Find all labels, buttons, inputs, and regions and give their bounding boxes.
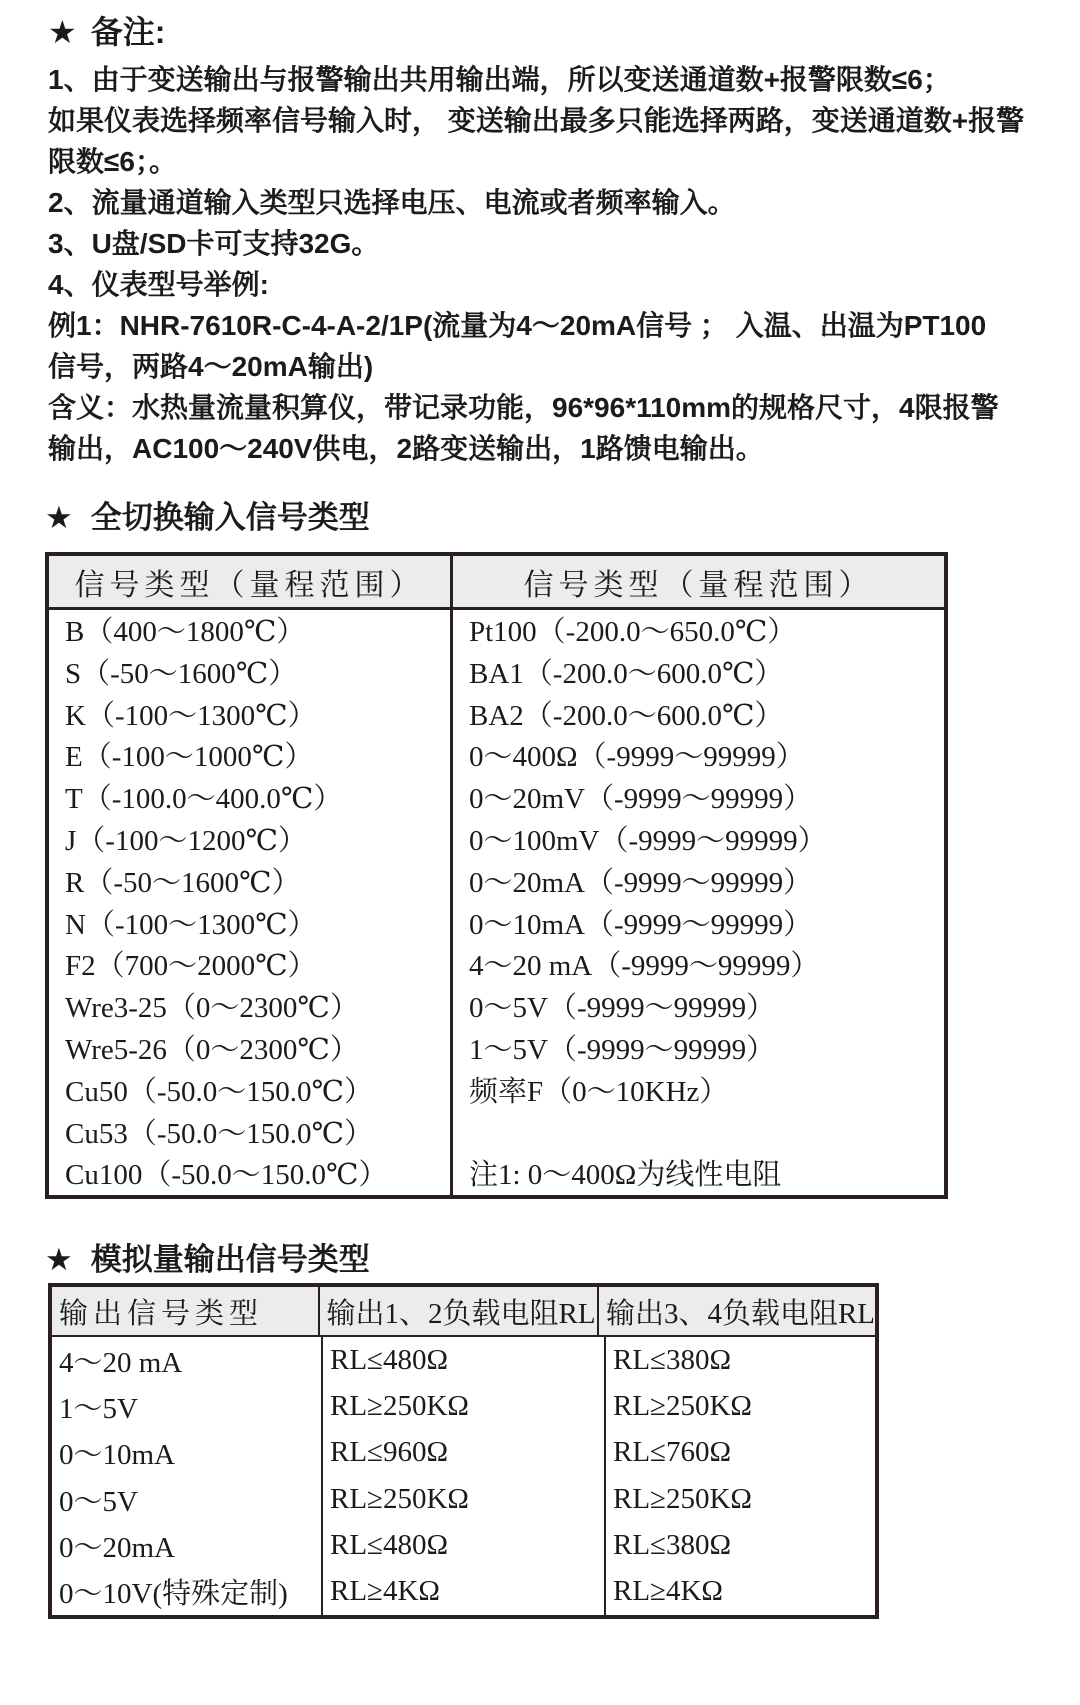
table2-header-rl34: 输出3、4负载电阻RL bbox=[597, 1287, 875, 1335]
input-signal-table bbox=[45, 552, 948, 1199]
table1-header-right: 信号类型（量程范围） bbox=[450, 556, 944, 607]
table-row: F2（700～2000℃） bbox=[65, 950, 317, 983]
table-cell: RL≥250KΩ bbox=[321, 1476, 604, 1522]
table-row: Wre5-26（0～2300℃） bbox=[65, 1033, 359, 1066]
table-row: Wre3-25（0～2300℃） bbox=[65, 992, 359, 1025]
note-line: 输出，AC100～240V供电，2路变送输出，1路馈电输出。 bbox=[48, 433, 764, 464]
table1-left-column bbox=[49, 610, 450, 1195]
table-row: 0～400Ω（-9999～99999） bbox=[469, 741, 805, 774]
table-cell: RL≤480Ω bbox=[321, 1337, 604, 1383]
table-cell: RL≤380Ω bbox=[604, 1522, 875, 1568]
table-row bbox=[52, 1430, 875, 1476]
notes-section bbox=[48, 10, 1060, 469]
table-row: Cu50（-50.0～150.0℃） bbox=[65, 1075, 373, 1108]
table-row bbox=[52, 1522, 875, 1568]
table1-header-row bbox=[49, 556, 944, 610]
star-icon: ★ bbox=[45, 1242, 73, 1277]
table-row: 4～20 mA（-9999～99999） bbox=[469, 950, 820, 983]
table-cell: 0～10V(特殊定制) bbox=[59, 1578, 288, 1611]
table-row-empty bbox=[469, 1114, 944, 1156]
table-row: E（-100～1000℃） bbox=[65, 741, 314, 774]
note-line: 4、仪表型号举例: bbox=[48, 269, 269, 300]
note-line: 含义：水热量流量积算仪，带记录功能，96*96*110mm的规格尺寸，4限报警 bbox=[48, 392, 999, 423]
table-cell: RL≤480Ω bbox=[321, 1522, 604, 1568]
table-row: R（-50～1600℃） bbox=[65, 866, 301, 899]
table-cell: 1～5V bbox=[59, 1392, 138, 1425]
table-row: Cu53（-50.0～150.0℃） bbox=[65, 1117, 373, 1150]
input-signal-section-title bbox=[45, 498, 370, 538]
note-line: 1、由于变送输出与报警输出共用输出端，所以变送通道数+报警限数≤6； bbox=[48, 64, 951, 95]
table2-header-rl12: 输出1、2负载电阻RL bbox=[318, 1287, 597, 1335]
note-line: 限数≤6；。 bbox=[48, 146, 177, 177]
table-row: N（-100～1300℃） bbox=[65, 908, 317, 941]
table-row bbox=[52, 1476, 875, 1522]
table-row: 频率F（0～10KHz） bbox=[469, 1075, 729, 1108]
table-cell: RL≤380Ω bbox=[604, 1337, 875, 1383]
table-row: T（-100.0～400.0℃） bbox=[65, 783, 343, 816]
table-row: S（-50～1600℃） bbox=[65, 657, 298, 690]
table-cell: RL≥250KΩ bbox=[604, 1476, 875, 1522]
table-row: 0～20mV（-9999～99999） bbox=[469, 783, 813, 816]
table1-header-left: 信号类型（量程范围） bbox=[74, 568, 425, 602]
table-row: 0～20mA（-9999～99999） bbox=[469, 866, 813, 899]
table-row bbox=[52, 1383, 875, 1429]
table-cell: RL≤960Ω bbox=[321, 1430, 604, 1476]
table-row: Cu100（-50.0～150.0℃） bbox=[65, 1159, 388, 1192]
star-icon: ★ bbox=[48, 14, 77, 50]
note-line: 信号，两路4～20mA输出) bbox=[48, 351, 374, 382]
star-icon: ★ bbox=[45, 500, 73, 535]
table2-header-type: 输出信号类型 bbox=[59, 1297, 264, 1330]
note-line: 例1：NHR-7610R-C-4-A-2/1P(流量为4～20mA信号 ； 入温、出温为PT100 bbox=[48, 310, 987, 341]
table-cell: 0～5V bbox=[59, 1485, 138, 1518]
notes-title-line bbox=[48, 10, 1060, 59]
table-row: 0～5V（-9999～99999） bbox=[469, 992, 776, 1025]
table-row: 0～100mV（-9999～99999） bbox=[469, 824, 827, 857]
table-cell: RL≥4KΩ bbox=[604, 1569, 875, 1615]
table-row: BA1（-200.0～600.0℃） bbox=[469, 657, 784, 690]
table-cell: 0～10mA bbox=[59, 1439, 176, 1472]
table-row: K（-100～1300℃） bbox=[65, 699, 317, 732]
notes-title: 备注: bbox=[90, 14, 166, 50]
table-row bbox=[52, 1569, 875, 1615]
table-cell: RL≥250KΩ bbox=[321, 1383, 604, 1429]
table2-header-row bbox=[52, 1287, 875, 1337]
table1-body bbox=[49, 610, 944, 1195]
note-line: 3、U盘/SD卡可支持32G。 bbox=[48, 228, 380, 259]
table1-right-column bbox=[450, 610, 944, 1195]
table-row: BA2（-200.0～600.0℃） bbox=[469, 699, 784, 732]
table-cell: RL≥250KΩ bbox=[604, 1383, 875, 1429]
table-cell: RL≥4KΩ bbox=[321, 1569, 604, 1615]
table-row: 1～5V（-9999～99999） bbox=[469, 1033, 776, 1066]
table-row: J（-100～1200℃） bbox=[65, 824, 307, 857]
section1-title-text: 全切换输入信号类型 bbox=[90, 500, 370, 535]
table-row: B（400～1800℃） bbox=[65, 616, 306, 648]
output-signal-table bbox=[48, 1283, 879, 1619]
table-row: 0～10mA（-9999～99999） bbox=[469, 908, 813, 941]
note-line: 如果仪表选择频率信号输入时， 变送输出最多只能选择两路，变送通道数+报警 bbox=[48, 105, 1025, 136]
table-note: 注1: 0～400Ω为线性电阻 bbox=[469, 1159, 782, 1192]
output-signal-section-title bbox=[45, 1240, 370, 1280]
note-line: 2、流量通道输入类型只选择电压、电流或者频率输入。 bbox=[48, 187, 736, 218]
table-cell: 0～20mA bbox=[59, 1531, 176, 1564]
table-row: Pt100（-200.0～650.0℃） bbox=[469, 616, 797, 648]
section2-title-text: 模拟量输出信号类型 bbox=[90, 1242, 370, 1277]
table-row bbox=[52, 1337, 875, 1383]
table-cell: 4～20 mA bbox=[59, 1346, 183, 1379]
table-cell: RL≤760Ω bbox=[604, 1430, 875, 1476]
